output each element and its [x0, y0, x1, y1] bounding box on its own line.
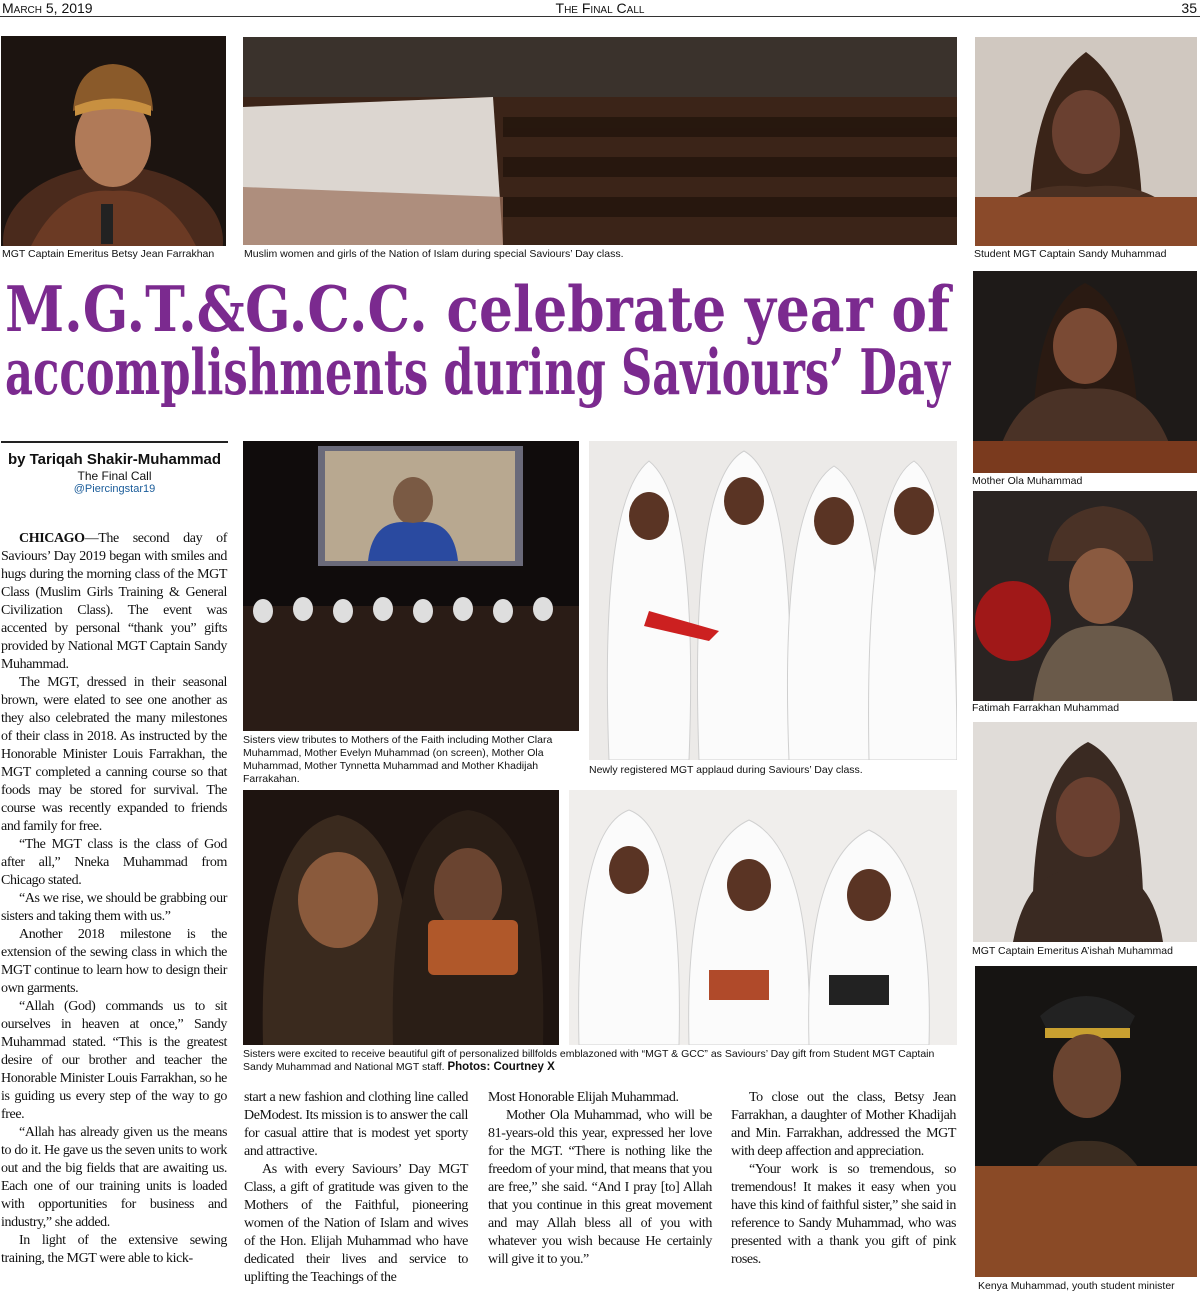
article-column-1: [1, 530, 227, 1268]
caption-gift: [243, 1048, 957, 1074]
paragraph: start a new fashion and clothing line called DeModest. Its mission is to answer the call for casual attire that is modest yet sporty and attractive.: [244, 1090, 468, 1159]
paragraph: CHICAGO—The second day of Saviours’ Day 2019 began with smiles and hugs during the morning class of the MGT Class (Muslim Girls Training & General Civilization Class). The event was accented by personal “thank you” gifts provided by National MGT Captain Sandy Muhammad.: [1, 531, 227, 672]
paragraph: “The MGT class is the class of God after all,” Nneka Muhammad from Chicago stated.: [1, 837, 227, 888]
caption-fatimah: Fatimah Farrakhan Muhammad: [972, 702, 1120, 714]
outlet: The Final Call: [77, 469, 152, 483]
caption-crowd: Muslim women and girls of the Nation of Islam during special Saviours’ Day class.: [244, 248, 624, 260]
photo-fatimah-farrakhan: [973, 491, 1197, 701]
photo-kenya-muhammad: [975, 966, 1197, 1277]
publication-name: The Final Call: [555, 0, 645, 16]
caption-aishah: MGT Captain Emeritus A’ishah Muhammad: [972, 945, 1173, 957]
paragraph: “Allah (God) commands us to sit ourselves in heaven at once,” Sandy Muhammad stated. “This is the greatest desire of our brother and teacher the Honorable Minister Louis Farrakhan, so he is guiding us every step of the way to go free.: [1, 999, 227, 1122]
photo-ola-muhammad: [973, 271, 1197, 473]
photo-crowd: [243, 37, 957, 245]
paragraph: Most Honorable Elijah Muhammad.: [488, 1090, 679, 1105]
paragraph: “Your work is so tremendous, so tremendous! It makes it easy when you have this kind of faithful sister,” she said in reference to Sandy Muhammad, who was presented with a thank you gift of pink roses.: [731, 1162, 956, 1267]
page-header: [0, 0, 1200, 17]
paragraph: Another 2018 milestone is the extension of the sewing class in which the MGT continue to learn how to design their own garments.: [1, 927, 227, 996]
photo-sandy-muhammad: [975, 37, 1197, 246]
dateline: CHICAGO: [19, 531, 85, 546]
photo-betsy-jean-farrakhan: [1, 36, 226, 246]
article-column-2: [244, 1089, 468, 1287]
photo-credit: Photos: Courtney X: [447, 1061, 555, 1073]
author-handle[interactable]: @Piercingstar19: [73, 483, 156, 495]
paragraph: To close out the class, Betsy Jean Farrakhan, a daughter of Mother Khadijah and Min. Farrakhan, addressed the MGT with deep affection and appreciation.: [731, 1090, 956, 1159]
headline-line-2: accomplishments during Saviours’ Day: [5, 335, 950, 409]
caption-kenya: Kenya Muhammad, youth student minister: [978, 1280, 1175, 1292]
photo-billfold-white: [569, 790, 957, 1045]
caption-ola: Mother Ola Muhammad: [972, 475, 1083, 487]
article-column-4: [731, 1089, 956, 1269]
headline-line-1: M.G.T.&G.C.C. celebrate year of: [5, 272, 950, 346]
paragraph: As with every Saviours’ Day MGT Class, a gift of gratitude was given to the Mothers of the Faithful, pioneering women of the Nation of Islam and wives of the Hon. Elijah Muhammad who have dedicated their lives and service to uplifting the Teachings of the: [244, 1162, 468, 1285]
headline: [5, 272, 960, 409]
photo-applaud: [589, 441, 957, 760]
caption-applaud: Newly registered MGT applaud during Saviours’ Day class.: [589, 764, 863, 776]
caption-betsy: MGT Captain Emeritus Betsy Jean Farrakhan: [2, 248, 215, 260]
byline: [1, 441, 228, 496]
caption-sandy: Student MGT Captain Sandy Muhammad: [974, 248, 1167, 260]
author: by Tariqah Shakir-Muhammad: [7, 451, 222, 468]
paragraph: “As we rise, we should be grabbing our sisters and taking them with us.”: [1, 891, 227, 924]
caption-gift-text: Sisters were excited to receive beautiful gift of personalized billfolds emblazoned with “MGT & GCC” as Saviours’ Day gift from Student MGT Captain Sandy Muhammad and National MGT staff.: [243, 1048, 935, 1073]
issue-date: March 5, 2019: [2, 0, 93, 16]
paragraph: “Allah has already given us the means to do it. He gave us the seven units to work out and the big fields that are awaiting us. Each one of our training units is loaded with opportunities for business and industry,” she added.: [1, 1125, 227, 1230]
paragraph: The MGT, dressed in their seasonal brown, were elated to see one another as they also celebrated the many milestones of their class in 2018. As instructed by the Honorable Minister Louis Farrakhan, the MGT completed a canning course so that foods may be stored for survival. The course was recently expanded to friends and family for free.: [1, 675, 227, 834]
article-column-3: [488, 1089, 712, 1269]
page-number: 35: [1181, 0, 1197, 16]
paragraph: Mother Ola Muhammad, who will be 81-years-old this year, expressed her love for the MGT. “There is nothing like the freedom of your mind, that means that you are free,” she said. “And I pray [to] Allah that you continue in this great movement and may Allah bless all of you with whatever you wish because He certainly will give it to you.”: [488, 1108, 712, 1267]
photo-aishah-muhammad: [973, 722, 1197, 942]
caption-tributes: Sisters view tributes to Mothers of the Faith including Mother Clara Muhammad, Mother Evelyn Muhammad (on screen), Mother Ola Muhammad, Mother Tynnetta Muhammad and Mother Khadijah Farrakahan.: [243, 734, 553, 785]
photo-billfold-sisters: [243, 790, 559, 1045]
paragraph: In light of the extensive sewing training, the MGT were able to kick-: [1, 1233, 227, 1266]
photo-tributes-screen: [243, 441, 579, 731]
